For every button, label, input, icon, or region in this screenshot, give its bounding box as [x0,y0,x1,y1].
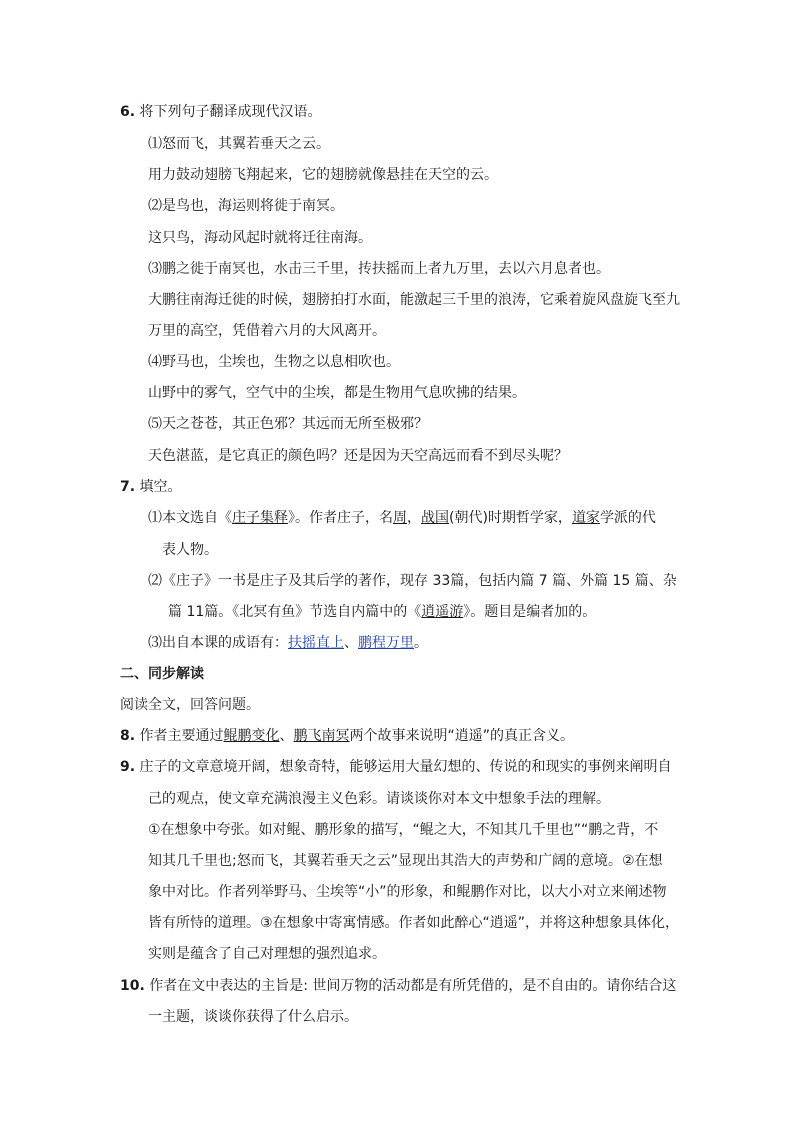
q9-answer-line3: 象中对比。作者列举野马、尘埃等“小”的形象，和鲲鹏作对比，以大小对立来阐述物 [148,884,667,900]
idiom-1: 扶摇直上 [288,635,344,651]
q6-answer-2: 这只鸟，海动风起时就将迁往南海。 [148,230,372,246]
question-number: 8. [120,728,136,744]
q6-source-1: ⑴怒而飞，其翼若垂天之云。 [148,136,330,152]
q6-answer-3-line2: 万里的高空，凭借着六月的大风离开。 [148,323,386,339]
question-number: 9. [120,759,136,775]
text: 作者主要通过 [139,728,224,744]
section-heading: 二、同步解读 [120,666,204,682]
blank-school: 道家 [571,510,600,526]
question-prompt: 填空。 [139,479,182,495]
text: 篇 11篇。《北冥有鱼》节选自内篇中的《 [168,604,422,620]
text: 》。作者庄子，名 [288,510,393,526]
question-prompt: 将下列句子翻译成现代汉语。 [139,104,322,120]
q6-answer-4: 山野中的雾气，空气中的尘埃，都是生物用气息吹拂的结果。 [148,385,526,401]
q9-answer-line4: 皆有所恃的道理。③在想象中寄寓情感。作者如此醉心“逍遥”，并将这种想象具体化， [148,915,680,931]
question-6 [120,102,322,122]
q7-item-1-line2: 表人物。 [162,542,218,558]
question-10 [120,976,676,996]
q6-answer-5: 天色湛蓝，是它真正的颜色吗？还是因为天空高远而看不到尽头呢？ [148,448,568,464]
blank-story-1: 鲲鹏变化 [223,728,280,744]
q9-prompt-line2: 己的观点，使文章充满浪漫主义色彩。请谈谈你对本文中想象手法的理解。 [148,791,610,807]
question-prompt: 作者在文中表达的主旨是: 世间万物的活动都是有所凭借的，是不自由的。请你结合这 [149,978,677,994]
blank-book: 庄子集释 [232,510,288,526]
blank-name: 周 [393,510,407,526]
question-number: 7. [120,479,136,495]
text: 。 [414,635,428,651]
q9-answer-line5: 实则是蕴含了自己对理想的强烈追求。 [148,946,386,962]
q6-answer-1: 用力鼓动翅膀飞翔起来，它的翅膀就像悬挂在天空的云。 [148,167,498,183]
q6-answer-3-line1: 大鹏往南海迁徙的时候，翅膀拍打水面，能激起三千里的浪涛，它乘着旋风盘旋飞至九 [148,292,680,308]
question-7 [120,477,182,497]
text: 学派的代 [599,510,656,526]
text: 两个故事来说明“逍遥”的真正含义。 [349,728,575,744]
q7-item-2-line1: ⑵《庄子》一书是庄子及其后学的著作，现存 33篇，包括内篇 7 篇、外篇 15 篇、杂 [148,573,677,589]
text: 、 [279,728,294,744]
blank-story-2: 鹏飞南冥 [293,728,350,744]
question-9 [120,757,672,777]
blank-era: 战国 [421,510,449,526]
question-8 [120,726,574,746]
q9-answer-line2: 知其几千里也;怒而飞，其翼若垂天之云”显现出其浩大的声势和广阔的意境。②在想 [148,853,663,869]
q6-source-4: ⑷野马也，尘埃也，生物之以息相吹也。 [148,354,400,370]
q6-source-3: ⑶鹏之徙于南冥也，水击三千里，抟扶摇而上者九万里，去以六月息者也。 [148,261,610,277]
section-intro: 阅读全文，回答问题。 [120,697,260,713]
question-prompt: 庄子的文章意境开阔，想象奇特，能够运用大量幻想的、传说的和现实的事例来阐明自 [139,759,672,775]
text: ⑶出自本课的成语有： [148,635,288,651]
q6-source-5: ⑸天之苍苍，其正色邪？其远而无所至极邪？ [148,416,428,432]
text: 》。题目是编者加的。 [463,604,597,620]
q7-item-3 [148,633,428,653]
text: 、 [344,635,358,651]
text: (朝代)时期哲学家， [449,510,572,526]
q7-item-1-line1 [148,508,656,528]
question-number: 10. [120,978,145,994]
text: ， [407,510,421,526]
idiom-2: 鹏程万里 [358,635,414,651]
text: ⑴本文选自《 [148,510,232,526]
q10-prompt-line2: 一主题，谈谈你获得了什么启示。 [148,1009,358,1025]
q6-source-2: ⑵是鸟也，海运则将徙于南冥。 [148,198,344,214]
q7-item-2-line2 [168,602,596,622]
question-number: 6. [120,104,136,120]
blank-chapter: 逍遥游 [421,604,464,620]
q9-answer-line1: ①在想象中夸张。如对鲲、鹏形象的描写，“鲲之大，不知其几千里也”“鹏之背，不 [148,822,659,838]
